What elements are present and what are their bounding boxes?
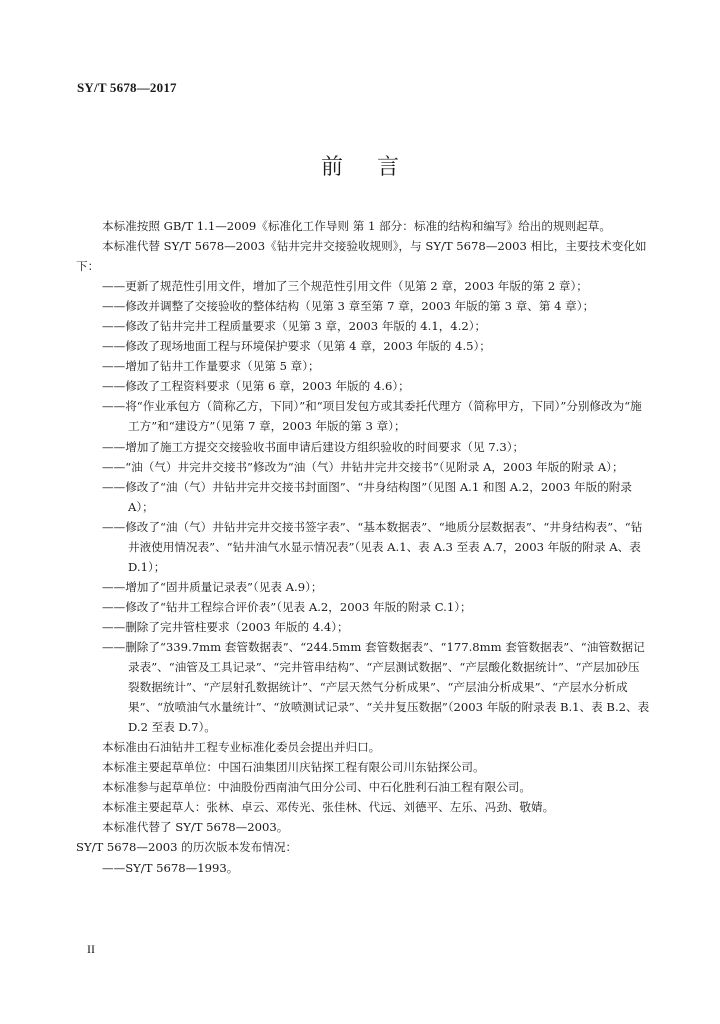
intro-paragraph-2: 本标准代替 SY/T 5678—2003《钻井完井交接验收规则》，与 SY/T 5678—2003 相比，主要技术变化如下： [76, 239, 647, 274]
change-item: ——“油（气）井完井交接书”修改为“油（气）井钻井完井交接书”（见附录 A，2003 年版的附录 A）； [102, 459, 624, 474]
changes-list [102, 276, 650, 737]
page-number: II [87, 942, 95, 956]
change-item: ——删除了完井管柱要求（2003 年版的 4.4）； [102, 619, 349, 634]
change-item: ——修改并调整了交接验收的整体结构（见第 3 章至第 7 章，2003 年版的第 3 章、第 4 章）； [102, 299, 595, 314]
version-history-heading: SY/T 5678—2003 的历次版本发布情况： [76, 840, 298, 855]
change-item: ——增加了施工方提交交接验收书面申请后建设方组织验收的时间要求（见 7.3）； [102, 439, 525, 454]
change-item: ——增加了“固井质量记录表”（见表 A.9）； [102, 579, 323, 594]
replacement-note: 本标准代替了 SY/T 5678—2003。 [102, 820, 289, 835]
change-item: ——修改了工程资料要求（见第 6 章，2003 年版的 4.6）； [102, 379, 410, 394]
foreword-body [76, 216, 650, 878]
intro-paragraph-1: 本标准按照 GB/T 1.1—2009《标准化工作导则 第 1 部分：标准的结构和编写》给出的规则起草。 [102, 219, 611, 233]
page-title: 前言 [320, 155, 433, 180]
main-drafters: 本标准主要起草人：张林、卓云、邓传光、张佳林、代远、刘德平、左乐、冯劲、敬婧。 [102, 800, 555, 815]
change-item: ——删除了“339.7mm 套管数据表”、“244.5mm 套管数据表”、“177.8mm 套管数据表”、“油管数据记录表”、“油管及工具记录”、“完井管串结构”、“产层测试数据”、“产层酸化数据统计”、“产层加砂压裂数据统计”、“产层射孔数据统计”、“产层天然气分析成果”、“产层油分析成果”、“产层水分析成果”、“放喷油气水量统计”、“放喷测试记录”、“关井复压数据”（2003 年版的附录表 B.1、表 B.2、表 D.2 至表 D.7）。 [102, 639, 650, 735]
main-drafting-unit: 本标准主要起草单位：中国石油集团川庆钻探工程有限公司川东钻探公司。 [102, 760, 485, 775]
change-item: ——将“作业承包方（简称乙方，下同）”和“项目发包方或其委托代理方（简称甲方，下同）”分别修改为“施工方”和“建设方”（见第 7 章，2003 年版的第 3 章）； [102, 399, 642, 434]
change-item: ——修改了钻井完井工程质量要求（见第 3 章，2003 年版的 4.1，4.2）； [102, 319, 487, 334]
change-item: ——修改了现场地面工程与环境保护要求（见第 4 章，2003 年版的 4.5）； [102, 339, 491, 354]
participating-drafting-units: 本标准参与起草单位：中油股份西南油气田分公司、中石化胜利石油工程有限公司。 [102, 780, 531, 795]
change-item: ——修改了“油（气）井钻井完井交接书封面图”、“井身结构图”（见图 A.1 和图 A.2，2003 年版的附录 A）； [102, 479, 632, 514]
committee-paragraph: 本标准由石油钻井工程专业标准化委员会提出并归口。 [102, 740, 381, 755]
change-item: ——修改了“钻井工程综合评价表”（见表 A.2，2003 年版的附录 C.1）； [102, 599, 472, 614]
standard-code: SY/T 5678—2017 [77, 80, 177, 95]
change-item: ——修改了“油（气）井钻井完井交接书签字表”、“基本数据表”、“地质分层数据表”、“井身结构表”、“钻井液使用情况表”、“钻井油气水显示情况表”（见表 A.1、表 A.3 至表 A.7，2003 年版的附录 A、表 D.1）； [102, 519, 643, 574]
version-history-item: ——SY/T 5678—1993。 [102, 860, 239, 875]
change-item: ——更新了规范性引用文件，增加了三个规范性引用文件（见第 2 章，2003 年版的第 2 章）； [102, 279, 588, 294]
change-item: ——增加了钻井工作量要求（见第 5 章）； [102, 359, 320, 374]
